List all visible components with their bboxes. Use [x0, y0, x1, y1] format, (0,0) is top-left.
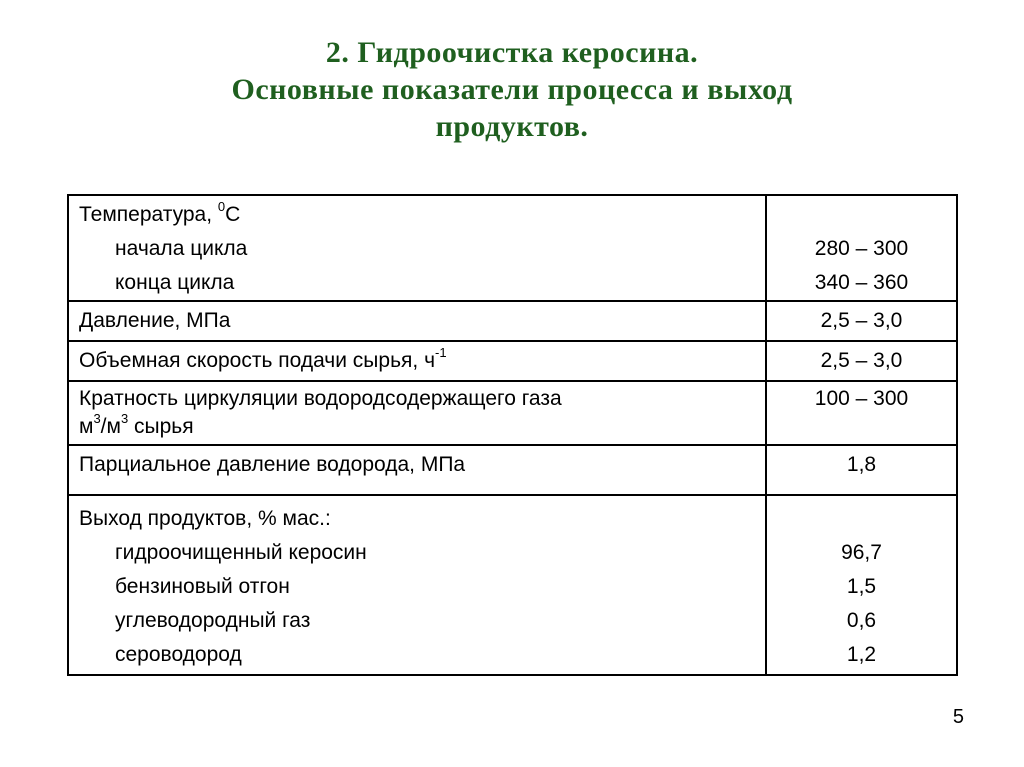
- yield-item-value: 1,2: [846, 643, 877, 666]
- circulation-label: Кратность циркуляции водородсодержащего газа $м^3/м^3$ сырья: [79, 387, 562, 438]
- circulation-value: 100 – 300: [814, 387, 909, 410]
- page-number: 5: [952, 706, 964, 728]
- table-row-circulation-ratio: [68, 381, 957, 445]
- pressure-value: 2,5 – 3,0: [820, 309, 903, 332]
- table-row-space-velocity: [68, 341, 957, 381]
- temperature-label: Температура, $^0$С: [79, 199, 241, 226]
- cycle-end-value: 340 – 360: [814, 271, 909, 294]
- yield-item-value: 1,5: [846, 575, 877, 598]
- process-parameters-table: [67, 194, 958, 676]
- yield-item-name: сероводород: [115, 643, 242, 666]
- slide-title: [60, 34, 964, 145]
- cycle-start-label: начала цикла: [115, 237, 248, 260]
- title-line-2: Основные показатели процесса и выход: [231, 73, 793, 106]
- yield-item-value: 96,7: [841, 541, 882, 564]
- title-line-3: продуктов.: [435, 110, 589, 143]
- pressure-label: Давление, МПа: [79, 309, 231, 332]
- table-row-hydrogen-pressure: [68, 445, 957, 495]
- yield-item-value: 0,6: [846, 609, 877, 632]
- cycle-start-value: 280 – 300: [814, 237, 909, 260]
- space-velocity-value: 2,5 – 3,0: [820, 349, 903, 372]
- space-velocity-label: Объемная скорость подачи сырья, $ч^{-1}$: [79, 345, 447, 372]
- hydrogen-pressure-value: 1,8: [846, 453, 877, 476]
- hydrogen-pressure-label: Парциальное давление водорода, МПа: [79, 453, 466, 476]
- table-row-temperature: [68, 195, 957, 301]
- yield-item-name: углеводородный газ: [115, 609, 311, 632]
- yield-item-name: гидроочищенный керосин: [115, 541, 367, 564]
- table-row-pressure: [68, 301, 957, 341]
- yield-label: Выход продуктов, % мас.:: [79, 507, 331, 530]
- value-cell: [766, 195, 957, 301]
- yield-item-name: бензиновый отгон: [115, 575, 290, 598]
- table-row-product-yield: [68, 495, 957, 675]
- label-cell: [68, 195, 766, 301]
- title-line-1: 2. Гидроочистка керосина.: [325, 36, 699, 69]
- cycle-end-label: конца цикла: [115, 271, 235, 294]
